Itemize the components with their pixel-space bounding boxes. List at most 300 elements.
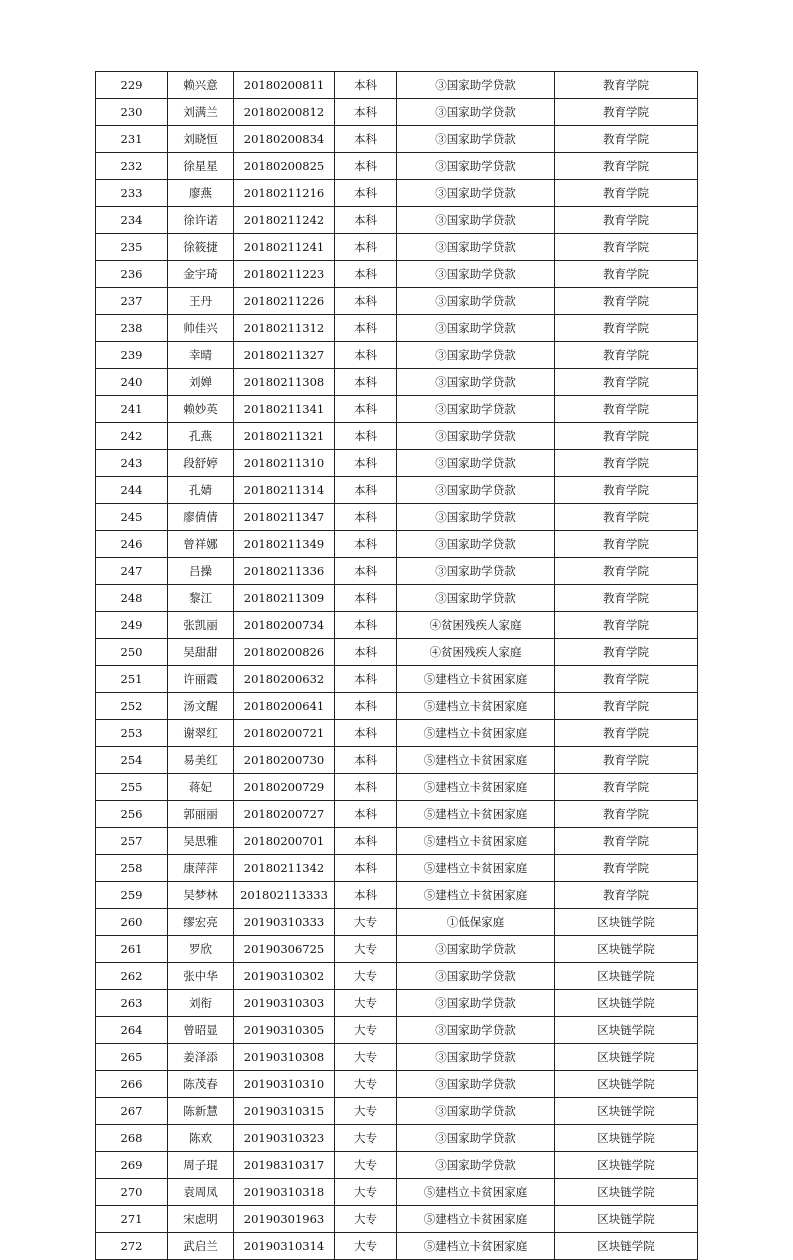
student-name-cell: 吕操 xyxy=(168,558,234,585)
college-cell: 区块链学院 xyxy=(555,1098,698,1125)
college-cell: 区块链学院 xyxy=(555,1125,698,1152)
college-cell: 教育学院 xyxy=(555,747,698,774)
education-level-cell: 大专 xyxy=(335,1071,397,1098)
aid-category-cell: ③国家助学贷款 xyxy=(397,315,555,342)
student-name-cell: 武启兰 xyxy=(168,1233,234,1260)
row-number-cell: 247 xyxy=(96,558,168,585)
education-level-cell: 本科 xyxy=(335,369,397,396)
student-id-cell: 20180211342 xyxy=(234,855,335,882)
row-number-cell: 245 xyxy=(96,504,168,531)
college-cell: 教育学院 xyxy=(555,153,698,180)
row-number-cell: 242 xyxy=(96,423,168,450)
college-cell: 区块链学院 xyxy=(555,990,698,1017)
student-id-cell: 20190310314 xyxy=(234,1233,335,1260)
education-level-cell: 本科 xyxy=(335,288,397,315)
row-number-cell: 268 xyxy=(96,1125,168,1152)
row-number-cell: 237 xyxy=(96,288,168,315)
education-level-cell: 大专 xyxy=(335,1233,397,1260)
table-row xyxy=(96,450,698,477)
student-id-cell: 20180200632 xyxy=(234,666,335,693)
student-name-cell: 徐筱捷 xyxy=(168,234,234,261)
college-cell: 教育学院 xyxy=(555,342,698,369)
student-name-cell: 吴梦林 xyxy=(168,882,234,909)
student-name-cell: 吴甜甜 xyxy=(168,639,234,666)
row-number-cell: 255 xyxy=(96,774,168,801)
education-level-cell: 本科 xyxy=(335,207,397,234)
student-name-cell: 徐许诺 xyxy=(168,207,234,234)
student-id-cell: 20180211241 xyxy=(234,234,335,261)
aid-category-cell: ③国家助学贷款 xyxy=(397,369,555,396)
student-id-cell: 20180211310 xyxy=(234,450,335,477)
education-level-cell: 本科 xyxy=(335,828,397,855)
education-level-cell: 本科 xyxy=(335,612,397,639)
college-cell: 教育学院 xyxy=(555,504,698,531)
student-name-cell: 郭丽丽 xyxy=(168,801,234,828)
student-name-cell: 刘婵 xyxy=(168,369,234,396)
row-number-cell: 257 xyxy=(96,828,168,855)
student-name-cell: 汤文醒 xyxy=(168,693,234,720)
aid-category-cell: ③国家助学贷款 xyxy=(397,396,555,423)
student-id-cell: 20180200641 xyxy=(234,693,335,720)
student-id-cell: 20198310317 xyxy=(234,1152,335,1179)
row-number-cell: 238 xyxy=(96,315,168,342)
row-number-cell: 244 xyxy=(96,477,168,504)
table-row xyxy=(96,693,698,720)
education-level-cell: 本科 xyxy=(335,693,397,720)
education-level-cell: 本科 xyxy=(335,801,397,828)
aid-category-cell: ③国家助学贷款 xyxy=(397,990,555,1017)
education-level-cell: 大专 xyxy=(335,1179,397,1206)
aid-category-cell: ③国家助学贷款 xyxy=(397,963,555,990)
education-level-cell: 本科 xyxy=(335,531,397,558)
row-number-cell: 229 xyxy=(96,72,168,99)
table-row xyxy=(96,234,698,261)
student-id-cell: 20190310318 xyxy=(234,1179,335,1206)
college-cell: 教育学院 xyxy=(555,801,698,828)
student-id-cell: 20190310333 xyxy=(234,909,335,936)
aid-category-cell: ③国家助学贷款 xyxy=(397,477,555,504)
table-row xyxy=(96,639,698,666)
education-level-cell: 大专 xyxy=(335,1125,397,1152)
aid-category-cell: ③国家助学贷款 xyxy=(397,261,555,288)
education-level-cell: 大专 xyxy=(335,936,397,963)
student-id-cell: 20180200812 xyxy=(234,99,335,126)
row-number-cell: 235 xyxy=(96,234,168,261)
row-number-cell: 248 xyxy=(96,585,168,612)
education-level-cell: 大专 xyxy=(335,963,397,990)
table-row xyxy=(96,801,698,828)
student-name-cell: 陈欢 xyxy=(168,1125,234,1152)
aid-category-cell: ③国家助学贷款 xyxy=(397,126,555,153)
college-cell: 区块链学院 xyxy=(555,963,698,990)
education-level-cell: 本科 xyxy=(335,585,397,612)
student-name-cell: 周子琨 xyxy=(168,1152,234,1179)
aid-category-cell: ⑤建档立卡贫困家庭 xyxy=(397,1206,555,1233)
table-row xyxy=(96,1098,698,1125)
table-row xyxy=(96,504,698,531)
aid-category-cell: ③国家助学贷款 xyxy=(397,180,555,207)
table-row xyxy=(96,855,698,882)
aid-category-cell: ⑤建档立卡贫困家庭 xyxy=(397,720,555,747)
table-row xyxy=(96,99,698,126)
aid-category-cell: ③国家助学贷款 xyxy=(397,1017,555,1044)
row-number-cell: 263 xyxy=(96,990,168,1017)
education-level-cell: 大专 xyxy=(335,909,397,936)
education-level-cell: 本科 xyxy=(335,504,397,531)
table-row xyxy=(96,558,698,585)
student-name-cell: 吴思雅 xyxy=(168,828,234,855)
aid-category-cell: ③国家助学贷款 xyxy=(397,288,555,315)
aid-category-cell: ③国家助学贷款 xyxy=(397,423,555,450)
row-number-cell: 262 xyxy=(96,963,168,990)
aid-category-cell: ⑤建档立卡贫困家庭 xyxy=(397,666,555,693)
education-level-cell: 大专 xyxy=(335,1152,397,1179)
aid-category-cell: ③国家助学贷款 xyxy=(397,207,555,234)
student-name-cell: 张中华 xyxy=(168,963,234,990)
aid-category-cell: ⑤建档立卡贫困家庭 xyxy=(397,774,555,801)
aid-category-cell: ③国家助学贷款 xyxy=(397,342,555,369)
table-row xyxy=(96,828,698,855)
table-row xyxy=(96,1125,698,1152)
education-level-cell: 本科 xyxy=(335,450,397,477)
student-id-cell: 20180200825 xyxy=(234,153,335,180)
row-number-cell: 261 xyxy=(96,936,168,963)
aid-category-cell: ④贫困残疾人家庭 xyxy=(397,639,555,666)
student-name-cell: 曾祥娜 xyxy=(168,531,234,558)
student-name-cell: 许丽霞 xyxy=(168,666,234,693)
row-number-cell: 267 xyxy=(96,1098,168,1125)
student-id-cell: 20190310303 xyxy=(234,990,335,1017)
student-id-cell: 20180211336 xyxy=(234,558,335,585)
row-number-cell: 260 xyxy=(96,909,168,936)
education-level-cell: 本科 xyxy=(335,342,397,369)
student-name-cell: 张凯丽 xyxy=(168,612,234,639)
table-row xyxy=(96,1233,698,1260)
student-name-cell: 谢翠红 xyxy=(168,720,234,747)
table-body xyxy=(96,72,698,1260)
table-row xyxy=(96,396,698,423)
table-row xyxy=(96,666,698,693)
table-row xyxy=(96,1071,698,1098)
student-id-cell: 20180200701 xyxy=(234,828,335,855)
education-level-cell: 本科 xyxy=(335,477,397,504)
table-row xyxy=(96,909,698,936)
student-name-cell: 蒋妃 xyxy=(168,774,234,801)
education-level-cell: 大专 xyxy=(335,1017,397,1044)
education-level-cell: 大专 xyxy=(335,990,397,1017)
aid-category-cell: ⑤建档立卡贫困家庭 xyxy=(397,882,555,909)
student-name-cell: 孔燕 xyxy=(168,423,234,450)
student-id-cell: 20180211321 xyxy=(234,423,335,450)
row-number-cell: 236 xyxy=(96,261,168,288)
student-id-cell: 201802113333 xyxy=(234,882,335,909)
student-name-cell: 易美红 xyxy=(168,747,234,774)
table-row xyxy=(96,369,698,396)
student-list-table xyxy=(95,71,698,1260)
student-name-cell: 金宇琦 xyxy=(168,261,234,288)
student-name-cell: 陈茂春 xyxy=(168,1071,234,1098)
education-level-cell: 本科 xyxy=(335,882,397,909)
aid-category-cell: ③国家助学贷款 xyxy=(397,1125,555,1152)
table-row xyxy=(96,261,698,288)
student-name-cell: 陈新慧 xyxy=(168,1098,234,1125)
row-number-cell: 256 xyxy=(96,801,168,828)
table-row xyxy=(96,180,698,207)
college-cell: 教育学院 xyxy=(555,369,698,396)
student-id-cell: 20190310308 xyxy=(234,1044,335,1071)
student-id-cell: 20180200826 xyxy=(234,639,335,666)
college-cell: 教育学院 xyxy=(555,450,698,477)
college-cell: 教育学院 xyxy=(555,207,698,234)
college-cell: 区块链学院 xyxy=(555,1152,698,1179)
college-cell: 教育学院 xyxy=(555,531,698,558)
college-cell: 教育学院 xyxy=(555,315,698,342)
row-number-cell: 265 xyxy=(96,1044,168,1071)
student-name-cell: 姜泽添 xyxy=(168,1044,234,1071)
student-name-cell: 徐星星 xyxy=(168,153,234,180)
table-row xyxy=(96,585,698,612)
college-cell: 教育学院 xyxy=(555,693,698,720)
education-level-cell: 本科 xyxy=(335,747,397,774)
student-name-cell: 曾昭显 xyxy=(168,1017,234,1044)
student-id-cell: 20180200730 xyxy=(234,747,335,774)
education-level-cell: 本科 xyxy=(335,315,397,342)
college-cell: 教育学院 xyxy=(555,774,698,801)
row-number-cell: 266 xyxy=(96,1071,168,1098)
table-row xyxy=(96,1152,698,1179)
row-number-cell: 264 xyxy=(96,1017,168,1044)
row-number-cell: 231 xyxy=(96,126,168,153)
row-number-cell: 253 xyxy=(96,720,168,747)
college-cell: 区块链学院 xyxy=(555,1179,698,1206)
row-number-cell: 271 xyxy=(96,1206,168,1233)
student-name-cell: 康萍萍 xyxy=(168,855,234,882)
aid-category-cell: ⑤建档立卡贫困家庭 xyxy=(397,855,555,882)
table-row xyxy=(96,1017,698,1044)
aid-category-cell: ③国家助学贷款 xyxy=(397,1098,555,1125)
table-row xyxy=(96,774,698,801)
student-name-cell: 刘衔 xyxy=(168,990,234,1017)
student-id-cell: 20180200727 xyxy=(234,801,335,828)
student-name-cell: 罗欣 xyxy=(168,936,234,963)
table-row xyxy=(96,207,698,234)
student-name-cell: 刘满兰 xyxy=(168,99,234,126)
table-row xyxy=(96,153,698,180)
student-id-cell: 20180211309 xyxy=(234,585,335,612)
table-row xyxy=(96,747,698,774)
aid-category-cell: ⑤建档立卡贫困家庭 xyxy=(397,801,555,828)
education-level-cell: 本科 xyxy=(335,774,397,801)
college-cell: 教育学院 xyxy=(555,720,698,747)
aid-category-cell: ③国家助学贷款 xyxy=(397,585,555,612)
student-id-cell: 20180200834 xyxy=(234,126,335,153)
aid-category-cell: ③国家助学贷款 xyxy=(397,153,555,180)
aid-category-cell: ③国家助学贷款 xyxy=(397,1044,555,1071)
row-number-cell: 270 xyxy=(96,1179,168,1206)
table-row xyxy=(96,936,698,963)
student-name-cell: 缪宏亮 xyxy=(168,909,234,936)
student-id-cell: 20180211341 xyxy=(234,396,335,423)
student-id-cell: 20190310305 xyxy=(234,1017,335,1044)
row-number-cell: 254 xyxy=(96,747,168,774)
college-cell: 教育学院 xyxy=(555,477,698,504)
college-cell: 教育学院 xyxy=(555,558,698,585)
student-name-cell: 袁周凤 xyxy=(168,1179,234,1206)
education-level-cell: 本科 xyxy=(335,180,397,207)
student-name-cell: 赖兴意 xyxy=(168,72,234,99)
aid-category-cell: ④贫困残疾人家庭 xyxy=(397,612,555,639)
student-id-cell: 20180211347 xyxy=(234,504,335,531)
college-cell: 教育学院 xyxy=(555,585,698,612)
college-cell: 教育学院 xyxy=(555,261,698,288)
table-row xyxy=(96,315,698,342)
student-name-cell: 段舒婷 xyxy=(168,450,234,477)
education-level-cell: 本科 xyxy=(335,99,397,126)
education-level-cell: 大专 xyxy=(335,1206,397,1233)
row-number-cell: 232 xyxy=(96,153,168,180)
student-id-cell: 20180211216 xyxy=(234,180,335,207)
row-number-cell: 241 xyxy=(96,396,168,423)
education-level-cell: 本科 xyxy=(335,423,397,450)
education-level-cell: 本科 xyxy=(335,234,397,261)
aid-category-cell: ③国家助学贷款 xyxy=(397,558,555,585)
student-id-cell: 20180211349 xyxy=(234,531,335,558)
row-number-cell: 240 xyxy=(96,369,168,396)
table-row xyxy=(96,288,698,315)
student-name-cell: 廖倩倩 xyxy=(168,504,234,531)
student-name-cell: 刘晓恒 xyxy=(168,126,234,153)
table-row xyxy=(96,126,698,153)
student-id-cell: 20180200734 xyxy=(234,612,335,639)
table-row xyxy=(96,990,698,1017)
college-cell: 教育学院 xyxy=(555,234,698,261)
education-level-cell: 本科 xyxy=(335,261,397,288)
student-name-cell: 黎江 xyxy=(168,585,234,612)
row-number-cell: 243 xyxy=(96,450,168,477)
student-id-cell: 20180211312 xyxy=(234,315,335,342)
student-id-cell: 20180200721 xyxy=(234,720,335,747)
table-row xyxy=(96,720,698,747)
table-row xyxy=(96,612,698,639)
education-level-cell: 大专 xyxy=(335,1044,397,1071)
aid-category-cell: ⑤建档立卡贫困家庭 xyxy=(397,693,555,720)
row-number-cell: 239 xyxy=(96,342,168,369)
college-cell: 教育学院 xyxy=(555,639,698,666)
table-row xyxy=(96,1179,698,1206)
education-level-cell: 本科 xyxy=(335,855,397,882)
row-number-cell: 269 xyxy=(96,1152,168,1179)
student-id-cell: 20180211223 xyxy=(234,261,335,288)
row-number-cell: 233 xyxy=(96,180,168,207)
college-cell: 区块链学院 xyxy=(555,1017,698,1044)
table-row xyxy=(96,72,698,99)
education-level-cell: 大专 xyxy=(335,1098,397,1125)
college-cell: 区块链学院 xyxy=(555,1044,698,1071)
student-name-cell: 赖妙英 xyxy=(168,396,234,423)
aid-category-cell: ③国家助学贷款 xyxy=(397,531,555,558)
table-row xyxy=(96,963,698,990)
college-cell: 教育学院 xyxy=(555,72,698,99)
aid-category-cell: ③国家助学贷款 xyxy=(397,72,555,99)
education-level-cell: 本科 xyxy=(335,72,397,99)
student-id-cell: 20180211242 xyxy=(234,207,335,234)
student-id-cell: 20190310323 xyxy=(234,1125,335,1152)
student-id-cell: 20180211226 xyxy=(234,288,335,315)
college-cell: 区块链学院 xyxy=(555,936,698,963)
aid-category-cell: ①低保家庭 xyxy=(397,909,555,936)
student-id-cell: 20190306725 xyxy=(234,936,335,963)
row-number-cell: 258 xyxy=(96,855,168,882)
student-name-cell: 孔婧 xyxy=(168,477,234,504)
college-cell: 区块链学院 xyxy=(555,1233,698,1260)
student-id-cell: 20190310310 xyxy=(234,1071,335,1098)
education-level-cell: 本科 xyxy=(335,153,397,180)
student-id-cell: 20180200729 xyxy=(234,774,335,801)
row-number-cell: 249 xyxy=(96,612,168,639)
education-level-cell: 本科 xyxy=(335,639,397,666)
aid-category-cell: ③国家助学贷款 xyxy=(397,234,555,261)
table-row xyxy=(96,342,698,369)
row-number-cell: 251 xyxy=(96,666,168,693)
row-number-cell: 230 xyxy=(96,99,168,126)
aid-category-cell: ⑤建档立卡贫困家庭 xyxy=(397,1179,555,1206)
college-cell: 教育学院 xyxy=(555,882,698,909)
college-cell: 教育学院 xyxy=(555,612,698,639)
aid-category-cell: ⑤建档立卡贫困家庭 xyxy=(397,1233,555,1260)
education-level-cell: 本科 xyxy=(335,558,397,585)
aid-category-cell: ⑤建档立卡贫困家庭 xyxy=(397,828,555,855)
table-row xyxy=(96,1206,698,1233)
college-cell: 教育学院 xyxy=(555,99,698,126)
student-name-cell: 幸晴 xyxy=(168,342,234,369)
college-cell: 区块链学院 xyxy=(555,1206,698,1233)
college-cell: 区块链学院 xyxy=(555,909,698,936)
student-name-cell: 宋虑明 xyxy=(168,1206,234,1233)
college-cell: 教育学院 xyxy=(555,126,698,153)
college-cell: 教育学院 xyxy=(555,828,698,855)
student-id-cell: 20180211308 xyxy=(234,369,335,396)
education-level-cell: 本科 xyxy=(335,396,397,423)
row-number-cell: 246 xyxy=(96,531,168,558)
row-number-cell: 252 xyxy=(96,693,168,720)
college-cell: 教育学院 xyxy=(555,423,698,450)
student-id-cell: 20180211327 xyxy=(234,342,335,369)
student-name-cell: 帅佳兴 xyxy=(168,315,234,342)
aid-category-cell: ③国家助学贷款 xyxy=(397,450,555,477)
aid-category-cell: ⑤建档立卡贫困家庭 xyxy=(397,747,555,774)
table-row xyxy=(96,423,698,450)
table-row xyxy=(96,477,698,504)
student-id-cell: 20190310315 xyxy=(234,1098,335,1125)
education-level-cell: 本科 xyxy=(335,720,397,747)
education-level-cell: 本科 xyxy=(335,126,397,153)
aid-category-cell: ③国家助学贷款 xyxy=(397,504,555,531)
row-number-cell: 272 xyxy=(96,1233,168,1260)
aid-category-cell: ③国家助学贷款 xyxy=(397,1071,555,1098)
student-id-cell: 20180211314 xyxy=(234,477,335,504)
college-cell: 区块链学院 xyxy=(555,1071,698,1098)
student-name-cell: 廖燕 xyxy=(168,180,234,207)
row-number-cell: 259 xyxy=(96,882,168,909)
student-name-cell: 王丹 xyxy=(168,288,234,315)
aid-category-cell: ③国家助学贷款 xyxy=(397,1152,555,1179)
table-row xyxy=(96,531,698,558)
student-id-cell: 20190301963 xyxy=(234,1206,335,1233)
student-id-cell: 20180200811 xyxy=(234,72,335,99)
table-row xyxy=(96,1044,698,1071)
education-level-cell: 本科 xyxy=(335,666,397,693)
college-cell: 教育学院 xyxy=(555,180,698,207)
